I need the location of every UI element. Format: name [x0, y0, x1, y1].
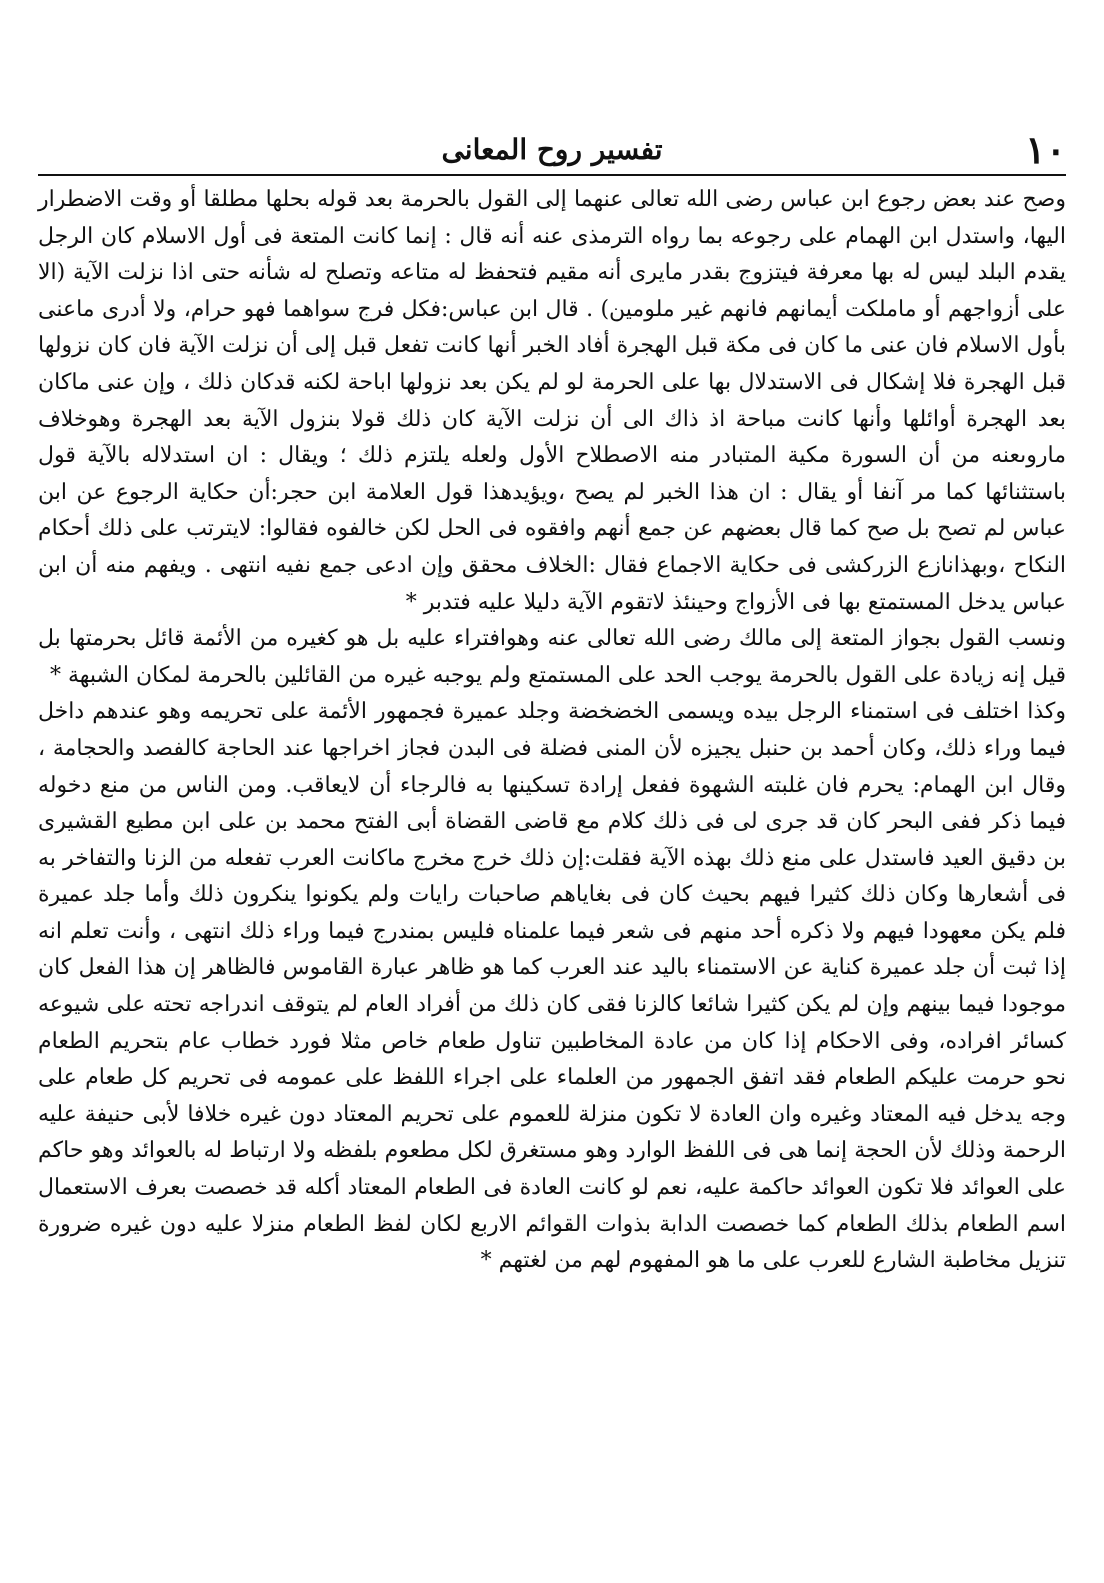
paragraph-ibn-abbas: وصح عند بعض رجوع ابن عباس رضى الله تعالى عنهما إلى القول بالحرمة بعد قوله بحلها مطلقا أو وقت الاضطرار اليها، واستدل ابن الهمام على رجوعه بما رواه الترمذى عنه أنه قال : إنما كانت المتعة فى أول الاسلام كان الرجل يقدم البلد ليس له بها معرفة فيتزوج بقدر مايرى أنه مقيم فتحفظ له متاعه وتصلح له شأنه حتى اذا نزلت الآية (الا على أزواجهم أو ماملكت أيمانهم فانهم غير ملومين) . قال ابن عباس:فكل فرج سواهما فهو حرام، ولا أدرى ماعنى بأول الاسلام فان عنى ما كان فى مكة قبل الهجرة أفاد الخبر أنها كانت تفعل قبل إلى أن نزلت الآية فان كان نزولها قبل الهجرة فلا إشكال فى الاستدلال بها على الحرمة لو لم يكن بعد نزولها اباحة لكنه قدكان ذلك ، وإن عنى ماكان بعد الهجرة أوائلها وأنها كانت مباحة اذ ذاك الى أن نزلت الآية كان ذلك قولا بنزول الآية بعد الهجرة وهوخلاف ماروىعنه من أن السورة مكية المتبادر منه الاصطلاح الأول ولعله يلتزم ذلك ؛ ويقال : ان استدلاله بالآية قول باستثنائها كما مر آنفا أو يقال : ان هذا الخبر لم يصح ،ويؤيدهذا قول العلامة ابن حجر:أن حكاية الرجوع عن ابن عباس لم تصح بل صح كما قال بعضهم عن جمع أنهم وافقوه فى الحل لكن خالفوه فقالوا: لايترتب على ذلك أحكام النكاح ،وبهذانازع الزركشى فى حكاية الاجماع فقال :الخلاف محقق وإن ادعى جمع نفيه انتهى . ويفهم منه أن ابن عباس يدخل المستمتع بها فى الأزواج وحينئذ لاتقوم الآية دليلا عليه فتدبر *	[38, 187, 1066, 615]
paragraph-istimna: وكذا اختلف فى استمناء الرجل بيده ويسمى الخضخضة وجلد عميرة فجمهور الأئمة على تحريمه وهو عندهم داخل فيما وراء ذلك، وكان أحمد بن حنبل يجيزه لأن المنى فضلة فى البدن فجاز اخراجها عند الحاجة كالفصد والحجامة ، وقال ابن الهمام: يحرم فان غلبته الشهوة ففعل إرادة تسكينها به فالرجاء أن لايعاقب. ومن الناس من منع دخوله فيما ذكر ففى البحر كان قد جرى لى فى ذلك كلام مع قاضى القضاة أبى الفتح محمد بن على ابن مطيع القشيرى بن دقيق العيد فاستدل على منع ذلك بهذه الآية فقلت:إن ذلك خرج مخرج ماكانت العرب تفعله من الزنا والتفاخر به فى أشعارها وكان ذلك كثيرا فيهم بحيث كان فى بغاياهم صاحبات رايات ولم يكونوا ينكرون ذلك وأما جلد عميرة فلم يكن معهودا فيهم ولا ذكره أحد منهم فى شعر فيما علمناه فليس بمندرج فيما وراء ذلك انتهى ، وأنت تعلم انه إذا ثبت أن جلد عميرة كناية عن الاستمناء باليد عند العرب كما هو ظاهر عبارة القاموس فالظاهر إن هذا الفعل كان موجودا فيما بينهم وإن لم يكن كثيرا شائعا كالزنا فقى كان ذلك من أفراد العام لم يتوقف اندراجه تحته على شيوعه كسائر افراده، وفى الاحكام إذا كان من عادة المخاطبين تناول طعام خاص مثلا فورد خطاب عام بتحريم الطعام نحو حرمت عليكم الطعام فقد اتفق الجمهور من العلماء على اجراء اللفظ على عمومه فى تحريم كل طعام على وجه يدخل فيه المعتاد وغيره وان العادة لا تكون منزلة للعموم على تحريم المعتاد دون غيره خلافا لأبى حنيفة عليه الرحمة وذلك لأن الحجة إنما هى فى اللفظ الوارد وهو مستغرق لكل مطعوم بلفظه ولا ارتباط له بالعوائد وهو حاكم على العوائد فلا تكون العوائد حاكمة عليه، نعم لو كانت العادة فى الطعام المعتاد أكله قد خصصت بعرف الاستعمال اسم الطعام بذلك الطعام كما خصصت الدابة بذوات القوائم الاربع لكان لفظ الطعام منزلا عليه دون غيره ضرورة تنزيل مخاطبة الشارع للعرب على ما هو المفهوم لهم من لغتهم *	[38, 699, 1066, 1274]
page-number: ١٠	[1025, 127, 1066, 172]
document-page	[38, 122, 1066, 1552]
body-text	[38, 182, 1066, 1280]
page-header	[38, 122, 1066, 176]
paragraph-malik: ونسب القول بجواز المتعة إلى مالك رضى الله تعالى عنه وهوافتراء عليه بل هو كغيره من الأئمة قائل بحرمتها بل قيل إنه زيادة على القول بالحرمة يوجب الحد على المستمتع ولم يوجبه غيره من القائلين بالحرمة لمكان الشبهة *	[38, 626, 1066, 688]
running-title: تفسير روح المعانى	[441, 133, 663, 166]
